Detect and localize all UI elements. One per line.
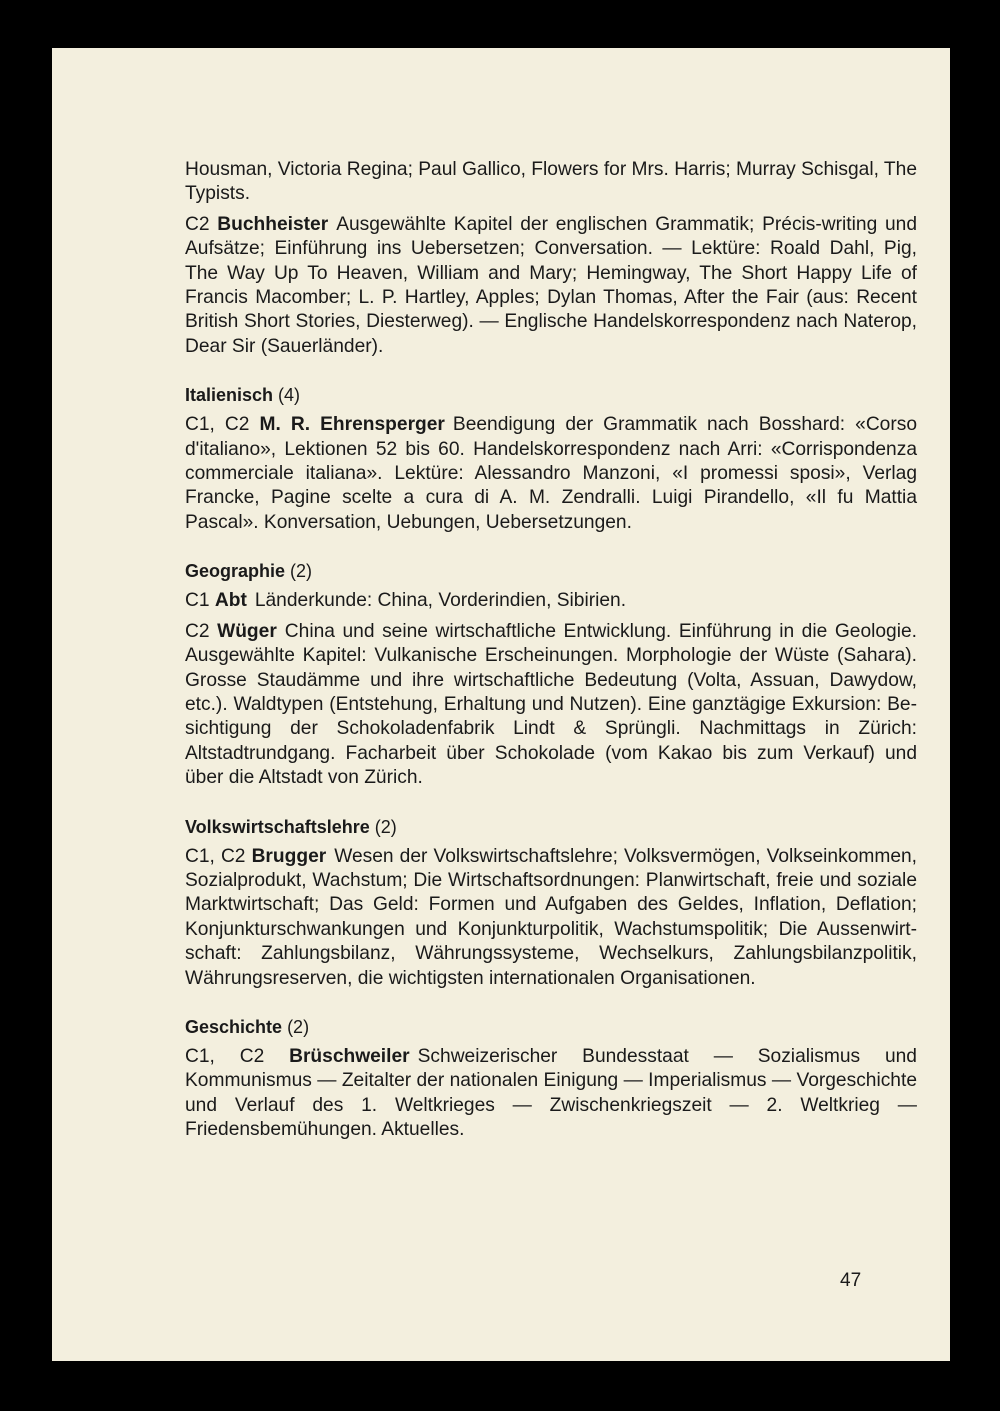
section-title: Volkswirtschaftslehre xyxy=(185,816,370,837)
geschichte-entry xyxy=(185,1045,917,1143)
teacher-name: Brugger xyxy=(251,845,327,867)
course-description: Wesen der Volkswirtschaftslehre; Volksvermögen, Volkseinkommen, Sozialprodukt, Wachstum; Die Wirtschaftsordnungen: Planwirtschaft, freie und soziale Marktwirtschaft; Das Geld: Formen und Aufgaben des Geldes, Inflation, Deflation; Konjunkturschwankungen und Konjunkturpolitik, Wachstumspolitik; Die Aussenwirtschaft: Zahlungsbilanz, Währungssysteme, Wechselkurs, Zahlungsbilanzpolitik, Währungsreserven, die wichtigsten internationalen Organisationen. xyxy=(185,845,918,989)
section-heading-geographie xyxy=(185,559,917,583)
volkswirtschaftslehre-entry xyxy=(185,845,917,991)
course-description: Länderkunde: China, Vorderindien, Sibirien. xyxy=(254,590,627,612)
course-description: Ausgewählte Kapitel der englischen Grammatik; Précis-writing und Aufsätze; Einführung ins Uebersetzen; Conversation. — Lektüre: Roald Dahl, Pig, The Way Up To Heaven, William and Mary; Hemingway, The Short Happy Life of Francis Macomber; L. P. Hartley, Apples; Dylan Thomas, After the Fair (aus: Recent British Short Stories, Diesterweg). — Englische Handelskorrespondenz nach Naterop, Dear Sir (Sauerländer). xyxy=(185,213,917,357)
section-hours: (2) xyxy=(287,1016,310,1037)
section-heading-geschichte xyxy=(185,1015,917,1039)
section-title: Geschichte xyxy=(185,1016,283,1037)
section-title: Italienisch xyxy=(185,385,274,406)
classes-label: C2 xyxy=(185,620,210,642)
intro-paragraph xyxy=(185,158,917,207)
italienisch-entry xyxy=(185,413,917,535)
course-description: Schweizerischer Bundesstaat — Sozialismus und Kommunismus — Zeitalter der nationalen Einigung — Imperialismus — Vorgeschichte und Verlauf des 1. Weltkrieges — Zwischenkriegszeit — 2. Weltkrieg — Friedensbemühungen. Aktuelles. xyxy=(185,1045,917,1141)
teacher-name: Abt xyxy=(214,590,247,612)
section-hours: (2) xyxy=(374,816,397,837)
section-heading-italienisch xyxy=(185,383,917,407)
section-hours: (4) xyxy=(278,385,301,406)
intro-text: Housman, Victoria Regina; Paul Gallico, Flowers for Mrs. Harris; Murray Schisgal, The Typists. xyxy=(185,159,917,205)
course-description: Beendigung der Grammatik nach Bosshard: «Corso d'italiano», Lektionen 52 bis 60. Handelskorrespondenz nach Arri: «Corrispondenza commerciale italiana». Lektüre: Alessandro Manzoni, «I promessi sposi», Verlag Francke, Pagine scelte a cura di A. M. Zendralli. Luigi Pirandello, «Il fu Mattia Pascal». Konversation, Uebungen, Uebersetzungen. xyxy=(185,414,918,533)
section-heading-volkswirtschaftslehre xyxy=(185,815,917,839)
course-description: China und seine wirtschaftliche Entwicklung. Einführung in die Geologie. Ausgewählte Kapitel: Vulkanische Erscheinungen. Morphologie der Wüste (Sahara). Grosse Staudämme und ihre wirtschaftliche Bedeutung (Volta, Assuan, Dawydow, etc.). Waldtypen (Entstehung, Erhaltung und Nutzen). Eine ganztägige Exkursion: Besichtigung der Schokoladenfabrik Lindt & Sprüngli. Nachmittags in Zürich: Altstadtrundgang. Facharbeit über Schokolade (vom Kakao bis zum Verkauf) und über die Altstadt von Zürich. xyxy=(185,620,917,789)
section-hours: (2) xyxy=(290,561,313,582)
classes-label: C1, C2 xyxy=(185,1045,265,1067)
classes-label: C2 xyxy=(185,213,210,235)
page-number: 47 xyxy=(840,1270,862,1291)
geographie-entry-c2 xyxy=(185,620,917,791)
teacher-name: M. R. Ehrensperger xyxy=(259,414,445,436)
classes-label: C1 xyxy=(185,590,210,612)
section-title: Geographie xyxy=(185,561,286,582)
teacher-name: Brüschweiler xyxy=(289,1045,410,1067)
page-content xyxy=(185,158,917,1143)
teacher-name: Wüger xyxy=(217,620,277,642)
classes-label: C1, C2 xyxy=(185,414,250,436)
geographie-entry-c1 xyxy=(185,589,917,613)
document-page xyxy=(52,48,950,1361)
englisch-c2-paragraph xyxy=(185,213,917,359)
classes-label: C1, C2 xyxy=(185,845,246,867)
teacher-name: Buchheister xyxy=(217,213,329,235)
